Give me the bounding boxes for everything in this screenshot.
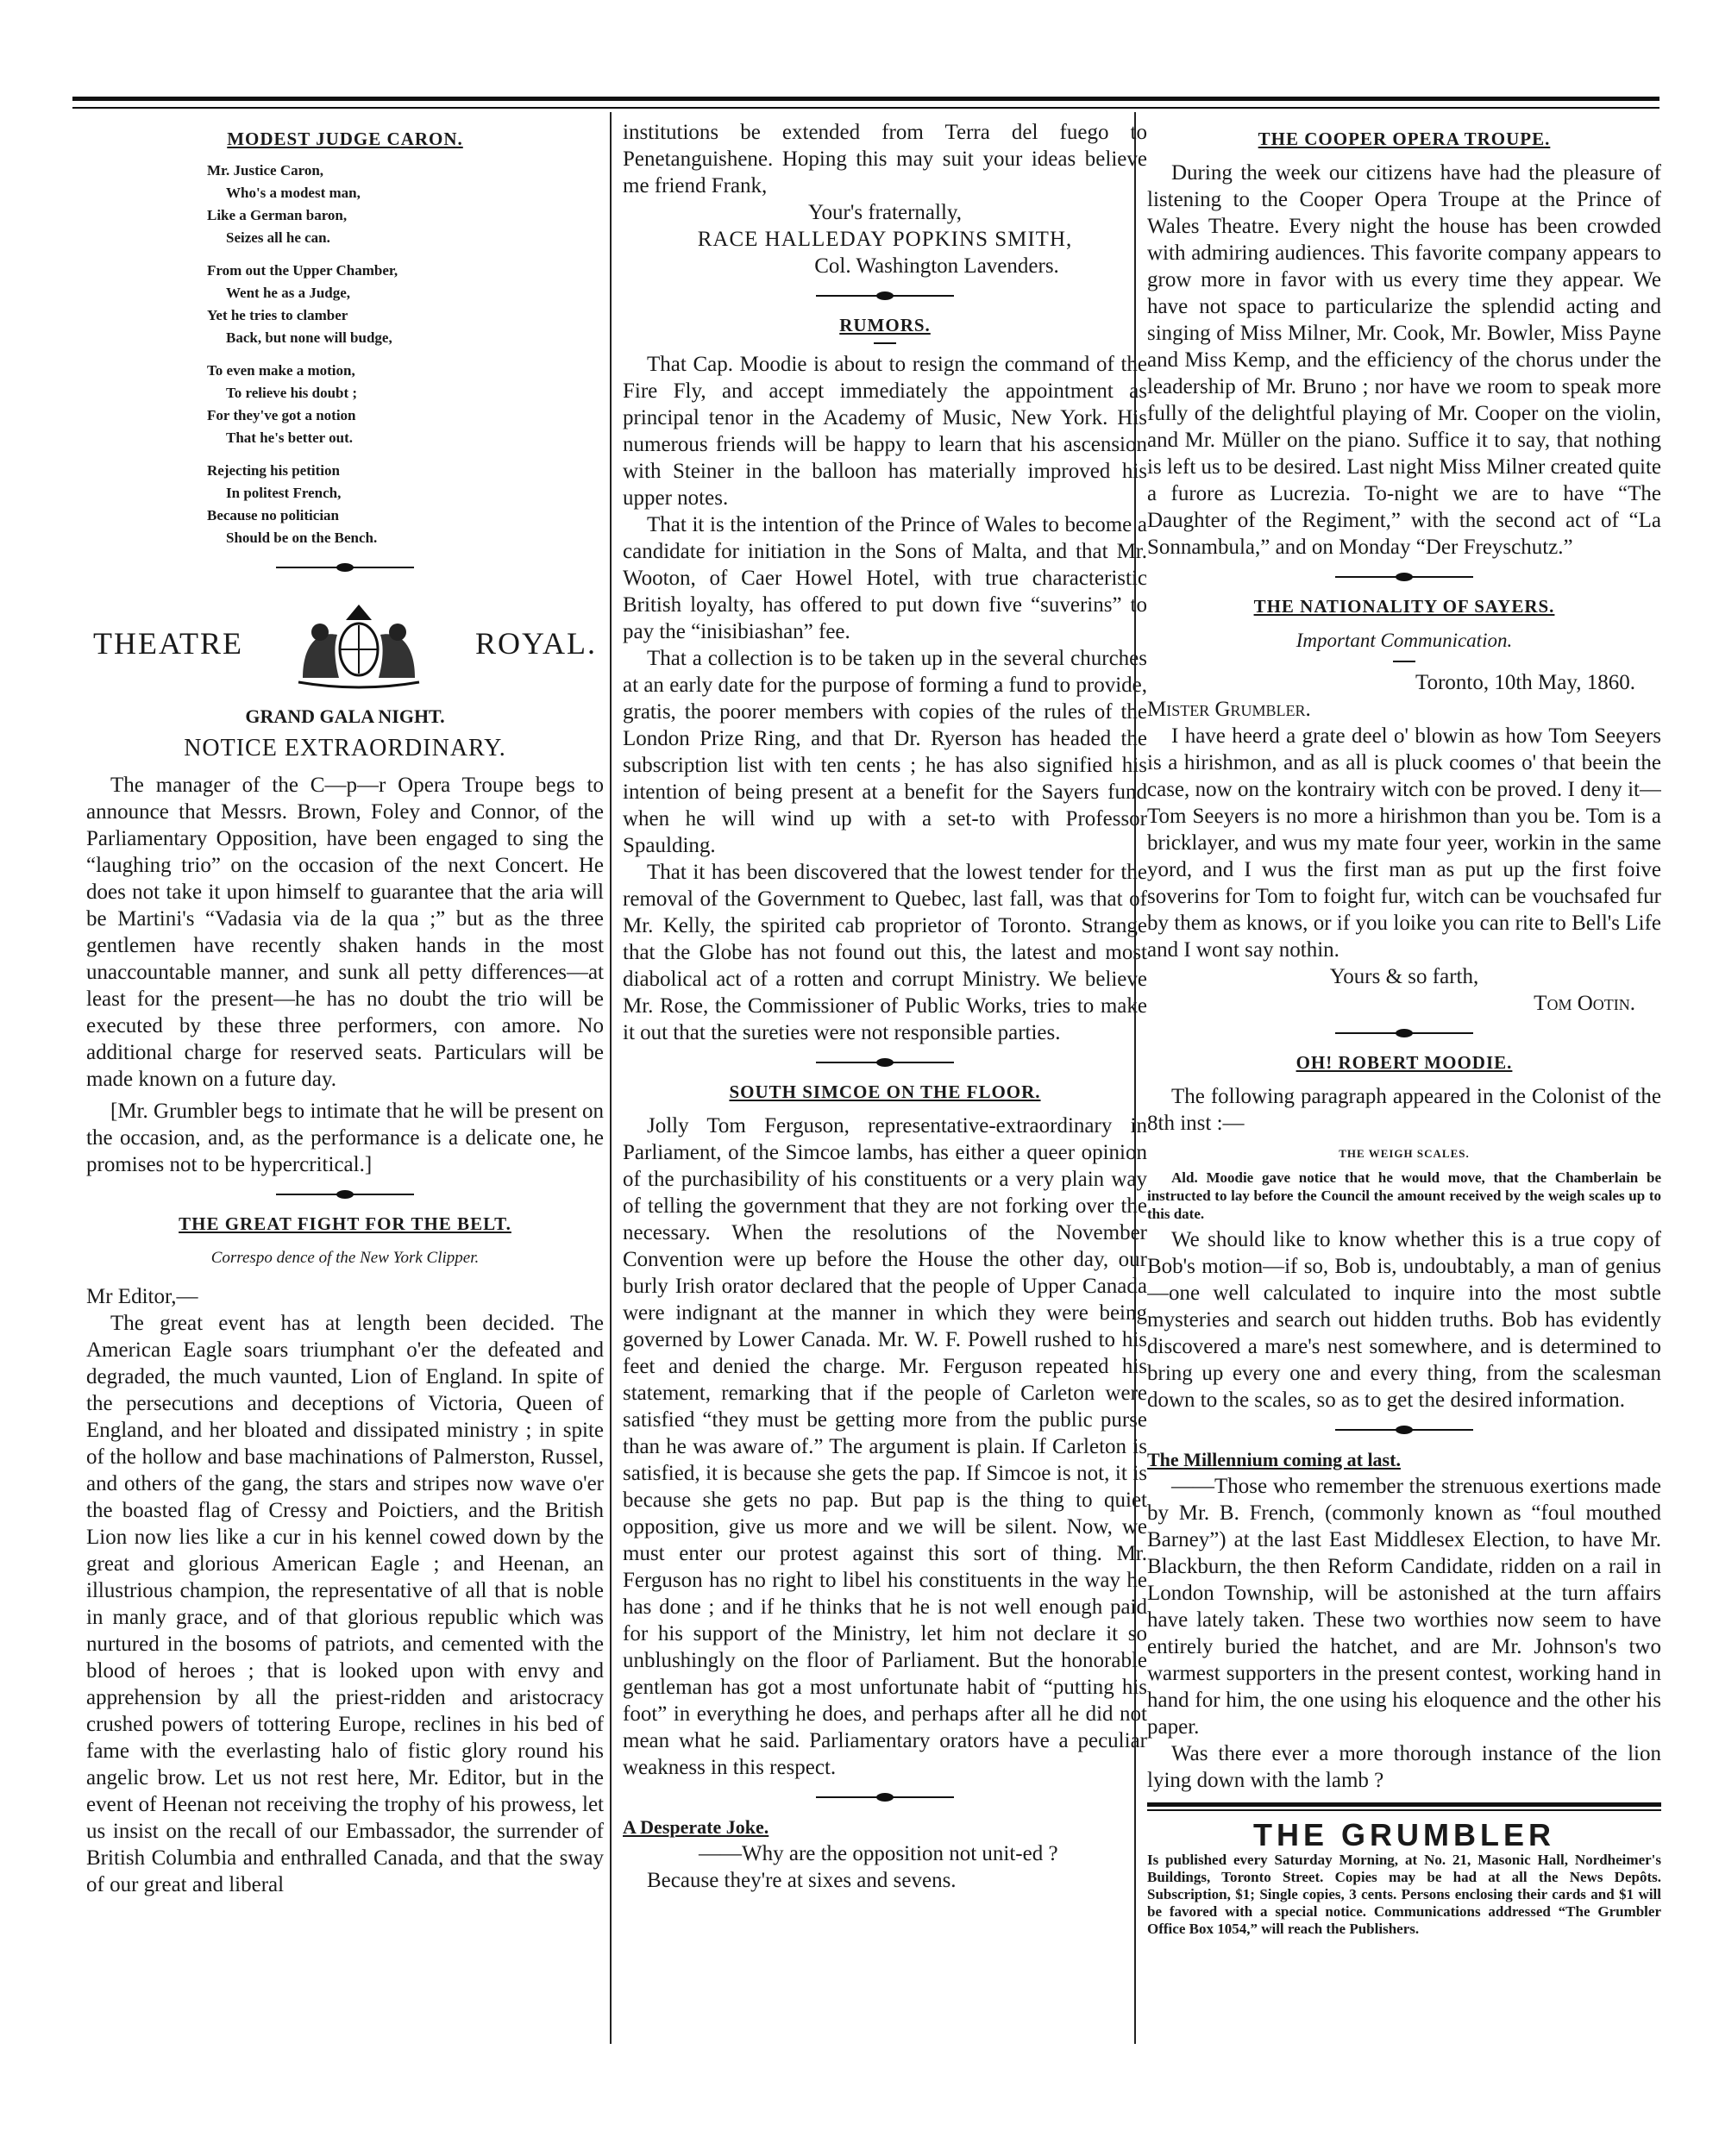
theatre-word: THEATRE [93, 625, 243, 661]
poem-line: Because no politician [207, 507, 340, 523]
cooper-opera-heading: THE COOPER OPERA TROUPE. [1258, 128, 1551, 149]
column-3 [1147, 119, 1661, 2042]
heading-dash [1393, 661, 1415, 662]
sayers-heading: THE NATIONALITY OF SAYERS. [1253, 596, 1555, 617]
poem-line: To even make a motion, [207, 362, 355, 379]
grumbler-masthead: THE GRUMBLER [1253, 1817, 1555, 1852]
poem-line: That he's better out. [226, 429, 354, 446]
rumor-item: That Cap. Moodie is about to resign the command of the Fire Fly, and accept immediately the appointment as principal tenor in the Academy of Music, New York. His numerous friends will be happy to learn that his ascension with Steiner in the balloon has materially improved his upper notes. [623, 353, 1147, 510]
section-ornament [1335, 573, 1473, 581]
rumor-item: That it is the intention of the Prince of Wales to become a candidate for initiation in the Sons of Malta, and that Mr. Wooton, of Caer Howel Hotel, with true characteristic British loyalty, has offered to put down five “suverins” to pay the “inisibiashan” fee. [623, 513, 1147, 643]
great-fight-body: The great event has at length been decided. The American Eagle soars triumphant o'er the defeated and degraded, the much vaunted, Lion of England. In spite of the persecutions and deceptions of Victoria, Queen of England, and her bloated and dissipated ministry ; in spite of the hollow and base machinations of Palmerston, Russel, and others of the gang, the stars and stripes now wave o'er the boasted flag of Cressy and Poictiers, and the British Lion now lies like a cur in his kennel cowed down by the great and glorious American Eagle ; and Heenan, an illustrious champion, the representative of all that is noble in manly grace, and of that glorious republic which was nurtured in the bosoms of patriots, and cemented with the blood of heroes ; that is looked upon with envy and apprehension by all the priest-ridden and aristocracy crushed powers of tottering Europe, reclines in his bed of fame with the everlasting halo of fistic glory round his angelic brow. Let us not rest here, Mr. Editor, but in the event of Heenan not receiving the trophy of his prowess, let us insist on the recall of our Embassador, the surrender of British Columbia and enthralled Canada, and that the sway of our great and liberal [86, 1312, 604, 1896]
gala-heading: GRAND GALA NIGHT. [245, 705, 445, 727]
cooper-opera-body: During the week our citizens have had the pleasure of listening to the Cooper Opera Troupe at the Prince of Wales Theatre. Every night the house has been crowded with admiring audiences. This favorite company appears to grow more in favor with us every time they appear. We have not space to particularize the splendid acting and singing of Miss Milner, Mr. Cook, Mr. Bowler, Miss Payne and Miss Kemp, and the efficiency of the chorus under the leadership of Mr. Bruno ; nor have we room to speak more fully of the delightful playing of Mr. Cooper on the violin, and Mr. Müller on the piano. Suffice it to say, that nothing is left us to be desired. Last night Miss Milner created quite a furore as Lucrezia. To-night we are to have “The Daughter of the Regiment,” with the second act of “La Sonnambula,” and on Monday “Der Freyschutz.” [1147, 161, 1661, 559]
section-ornament [276, 563, 414, 572]
rumor-item: That a collection is to be taken up in the several churches at an early date for the purpose of forming a fund to provide, gratis, the poorer members with copies of the rules of the London Prize Ring, and that Dr. Ryerson has headed the subscription list with ten cents ; he has also signified his intention of being present at a benefit for the Sayers fund when he will wind up with a set-to with Professor Spaulding. [623, 647, 1147, 857]
fight-signature-title: Col. Washington Lavenders. [814, 254, 1059, 278]
poem-line: Mr. Justice Caron, [207, 162, 324, 179]
millennium-body: ——Those who remember the strenuous exertions made by Mr. B. French, (commonly known as “foul mouthed Barney”) at the last East Middlesex Election, to have Mr. Blackburn, the then Reform Candidate, ridden on a rail in London Township, will be astonished at the turn affairs have lately taken. These two worthies now seem to have entirely buried the hatchet, and are Mr. Johnson's two warmest supporters in the present contest, working hand in hand for him, the one using his eloquence and the other his paper. [1147, 1475, 1661, 1739]
judge-caron-heading: MODEST JUDGE CARON. [227, 128, 463, 149]
great-fight-heading: THE GREAT FIGHT FOR THE BELT. [179, 1213, 511, 1234]
rumor-item: That it has been discovered that the lowest tender for the removal of the Government to Quebec, last fall, was that of Mr. Kelly, the spirited cab proprietor of Toronto. Strange that the Globe has not found out this, the latest and most diabolical act of a rotten and corrupt Ministry. We believe Mr. Rose, the Commissioner of Public Works, tries to make it out that the sureties were not responsible parties. [623, 861, 1147, 1044]
royal-crest-icon [285, 596, 432, 691]
royal-word: ROYAL. [474, 625, 597, 661]
moodie-body: We should like to know whether this is a true copy of Bob's motion—if so, Bob is, undoubtably, a man of genius—one well calculated to inquire into the most subtle mysteries and search out hidden truths. Bob has evidently discovered a mare's nest somewhere, and is determined to bring up every one and every thing, from the scalesman down to the scales, so as to get the desired information. [1147, 1228, 1661, 1412]
sayers-body: I have heerd a grate deel o' blowin as how Tom Seeyers is a hirishmon, and as all is pluck coomes o' that beein the case, now on the kontrairy witch con be proved. I deny it—Tom Seeyers is no more a hirishmon than you be. Tom is a bricklayer, and wus my mate four yeer, workin in the same yord, and I wus the first man as put up the first foive soverins for Tom to foight fur, witch can be vouchsafed fur by them as knows, or if you loike you can rite to Bell's Life and I wont say nothin. [1147, 724, 1661, 962]
south-simcoe-heading: SOUTH SIMCOE ON THE FLOOR. [729, 1081, 1041, 1102]
fight-closing: Your's fraternally, [807, 201, 963, 224]
theatre-royal-banner [86, 596, 604, 691]
poem-line: Went he as a Judge, [226, 285, 351, 301]
section-ornament [816, 1058, 954, 1067]
fight-continuation: institutions be extended from Terra del fuego to Penetanguishene. Hoping this may suit your ideas believe me friend Frank, [623, 121, 1147, 197]
notice-heading: NOTICE EXTRAORDINARY. [184, 735, 506, 761]
column-1 [86, 119, 604, 2025]
section-ornament [816, 1793, 954, 1802]
sayers-salutation: Mister Grumbler. [1147, 698, 1311, 721]
sayers-signature: Tom Ootin. [1534, 992, 1635, 1015]
sayers-subheading: Important Communication. [1296, 630, 1513, 651]
poem-line: For they've got a notion [207, 407, 356, 423]
rumors-heading: RUMORS. [839, 315, 931, 335]
column-rule-1 [610, 112, 612, 2044]
publisher-notice: Is published every Saturday Morning, at No. 21, Masonic Hall, Nordheimer's Buildings, Toronto Street. Copies may be had at all the News Depôts. Subscription, $1; Single copies, 3 cents. Persons enclosing their cards and $1 will be favored with a special notice. Communications addressed “The Grumbler Office Box 1054,” will reach the Publishers. [1147, 1852, 1661, 1937]
poem-line: Should be on the Bench. [226, 530, 378, 546]
great-fight-subheading: Correspo dence of the New York Clipper. [210, 1249, 480, 1267]
poem-line: Rejecting his petition [207, 462, 340, 479]
section-ornament [816, 291, 954, 300]
masthead-rule [1147, 1802, 1661, 1811]
heading-dash [874, 342, 896, 344]
judge-caron-poem [86, 160, 604, 549]
poem-line: In politest French, [226, 485, 342, 501]
moodie-heading: OH! ROBERT MOODIE. [1296, 1052, 1513, 1073]
moodie-intro: The following paragraph appeared in the Colonist of the 8th inst :— [1147, 1085, 1661, 1135]
section-ornament [276, 1190, 414, 1199]
poem-line: Seizes all he can. [226, 229, 330, 246]
millennium-block [1147, 1446, 1661, 1473]
poem-line: From out the Upper Chamber, [207, 262, 398, 279]
joke-question: ——Why are the opposition not unit-ed ? [699, 1842, 1058, 1865]
millennium-heading: The Millennium coming at last. [1147, 1449, 1401, 1470]
poem-line: Like a German baron, [207, 207, 348, 223]
weigh-scales-body: Ald. Moodie gave notice that he would move, that the Chamberlain be instructed to lay before the Council the amount received by the weigh scales up to this date. [1147, 1169, 1661, 1222]
top-double-rule [72, 97, 1659, 109]
weigh-scales-heading: THE WEIGH SCALES. [1339, 1147, 1470, 1160]
fight-salutation: Mr Editor,— [86, 1285, 198, 1308]
section-ornament [1335, 1426, 1473, 1434]
poem-line: Back, but none will budge, [226, 329, 392, 346]
notice-body: The manager of the C—p—r Opera Troupe begs to announce that Messrs. Brown, Foley and Connor, of the Parliamentary Opposition, have been engaged to sing the “laughing trio” on the occasion of the next Concert. He does not take it upon himself to guarantee that the aria will be Martini's “Vadasia via de la qua ;” but as the three gentlemen have recently shaken hands in the most unaccountable manner, and sunk all petty differences—at least for the present—he has no doubt the trio will be executed by these three performers, con amore. No additional charge for reserved seats. Particulars will be made known on a future day. [86, 774, 604, 1091]
section-ornament [1335, 1029, 1473, 1037]
joke-block [623, 1814, 1147, 1840]
joke-answer: Because they're at sixes and sevens. [647, 1869, 957, 1892]
south-simcoe-body: Jolly Tom Ferguson, representative-extraordinary in Parliament, of the Simcoe lambs, has either a queer opinion of the purchasibility of his constituents or a very plain way of telling the government that they are not forking over the necessary. When the resolutions of the November Convention were up before the House the other day, our burly Irish orator declared that the people of Upper Canada were indignant at the manner in which they were being governed by Lower Canada. Mr. W. F. Powell rushed to his feet and denied the charge. Mr. Ferguson repeated his statement, remarking that if the people of Carleton were satisfied “they must be getting more from the public purse than he was aware of.” The argument is plain. If Carleton is satisfied, it is because she gets the pap. If Simcoe is not, it is because she gets no pap. But pap is the thing to quiet opposition, give us more and we will be silent. Now, we must enter our protest against this sort of thing. Mr. Ferguson has no right to libel his constituents in the way he has done ; and if he thinks that he is not well enough paid for his support of the Ministry, let him not declare it so unblushingly on the floor of Parliament. But the honorable gentleman has got a most unfortunate habit of “putting his foot” in everything he does, and perhaps after all he did not mean what he said. Parliamentary orators have a peculiar weakness in this respect. [623, 1114, 1147, 1779]
grumbler-note: [Mr. Grumbler begs to intimate that he will be present on the occasion, and, as the performance is a delicate one, he promises not to be hypercritical.] [86, 1100, 604, 1176]
column-2 [623, 119, 1147, 2025]
millennium-question: Was there ever a more thorough instance of the lion lying down with the lamb ? [1147, 1742, 1661, 1792]
joke-heading: A Desperate Joke. [623, 1816, 769, 1838]
sayers-dateline: Toronto, 10th May, 1860. [1415, 671, 1635, 694]
poem-line: Who's a modest man, [226, 185, 361, 201]
sayers-closing: Yours & so farth, [1329, 965, 1479, 988]
poem-line: Yet he tries to clamber [207, 307, 348, 323]
fight-signature: RACE HALLEDAY POPKINS SMITH, [697, 228, 1073, 251]
poem-line: To relieve his doubt ; [226, 385, 358, 401]
